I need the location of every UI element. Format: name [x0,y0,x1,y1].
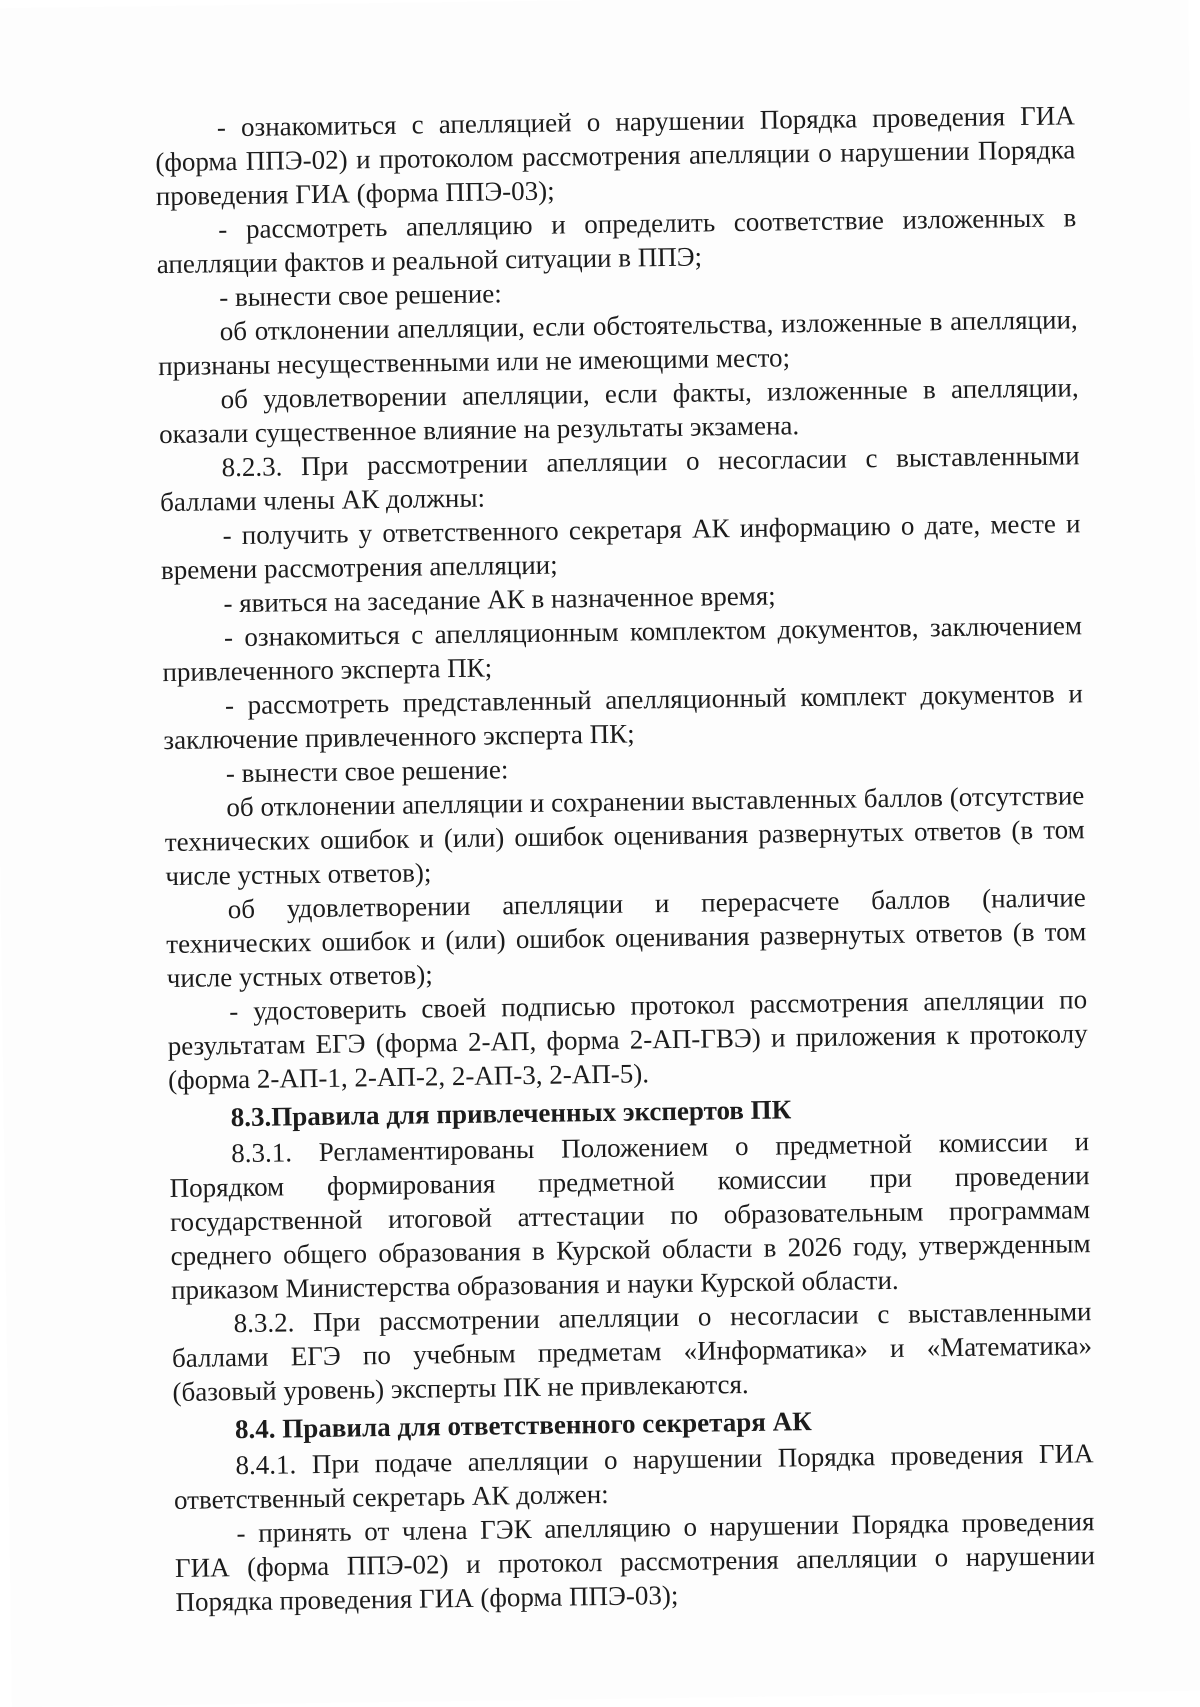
paragraph: - удостоверить своей подписью протокол рассмотрения апелляции по результатам ЕГЭ (форма 2-АП, форма 2-АП-ГВЭ) и приложения к протоколу (форма 2-АП-1, 2-АП-2, 2-АП-3, 2-АП-5). [167,984,1088,1096]
paragraph: - ознакомиться с апелляционным комплектом документов, заключением привлеченного эксперта ПК; [162,610,1083,688]
section-heading-8-3: 8.3.Правила для привлеченных экспертов ПК [230,1094,792,1133]
paragraph: - вынести свое решение: [225,754,509,789]
paragraph: - принять от члена ГЭК апелляцию о нарушении Порядка проведения ГИА (форма ППЭ-02) и протокол рассмотрения апелляции о нарушении Порядка проведения ГИА (форма ППЭ-03); [174,1506,1096,1617]
paragraph: 8.3.1. Регламентированы Положением о предметной комиссии и Порядком формирования предметной комиссии при проведении государственной итоговой аттестации по образовательным программам среднего общего образования в Курской области в 2026 году, утвержденным приказом Министерства образования и науки Курской области. [169,1126,1091,1306]
paragraph: об удовлетворении апелляции и перерасчете баллов (наличие технических ошибок и (или) ошибок оценивания развернутых ответов (в том числе устных ответов); [166,882,1087,994]
paragraph: - ознакомиться с апелляцией о нарушении Порядка проведения ГИА (форма ППЭ-02) и протоколом рассмотрения апелляции о нарушении Порядка проведения ГИА (форма ППЭ-03); [155,100,1076,212]
paragraph: - рассмотреть представленный апелляционный комплект документов и заключение привлеченного эксперта ПК; [163,678,1084,756]
paragraph: - получить у ответственного секретаря АК информацию о дате, месте и времени рассмотрения апелляции; [160,508,1081,586]
paragraph: - явиться на заседание АК в назначенное время; [223,580,776,619]
section-heading-8-4: 8.4. Правила для ответственного секретаря АК [234,1406,812,1445]
paragraph: 8.2.3. При рассмотрении апелляции о несогласии с выставленными баллами члены АК должны: [159,440,1080,518]
document-body [155,98,1096,1619]
paragraph: 8.4.1. При подаче апелляции о нарушении Порядка проведения ГИА ответственный секретарь АК должен: [173,1438,1094,1516]
paragraph: об удовлетворении апелляции, если факты, изложенные в апелляции, оказали существенное влияние на результаты экзамена. [158,372,1079,450]
paragraph: - вынести свое решение: [219,278,502,313]
paragraph: об отклонении апелляции и сохранении выставленных баллов (отсутствие технических ошибок и (или) ошибок оценивания развернутых ответов (в том числе устных ответов); [164,780,1085,892]
paragraph: 8.3.2. При рассмотрении апелляции о несогласии с выставленными баллами ЕГЭ по учебным предметам «Информатика» и «Математика» (базовый уровень) эксперты ПК не привлекаются. [171,1296,1093,1408]
paragraph: об отклонении апелляции, если обстоятельства, изложенные в апелляции, признаны несущественными или не имеющими место; [157,304,1078,382]
paragraph: - рассмотреть апелляцию и определить соответствие изложенных в апелляции фактов и реальной ситуации в ППЭ; [156,202,1077,280]
